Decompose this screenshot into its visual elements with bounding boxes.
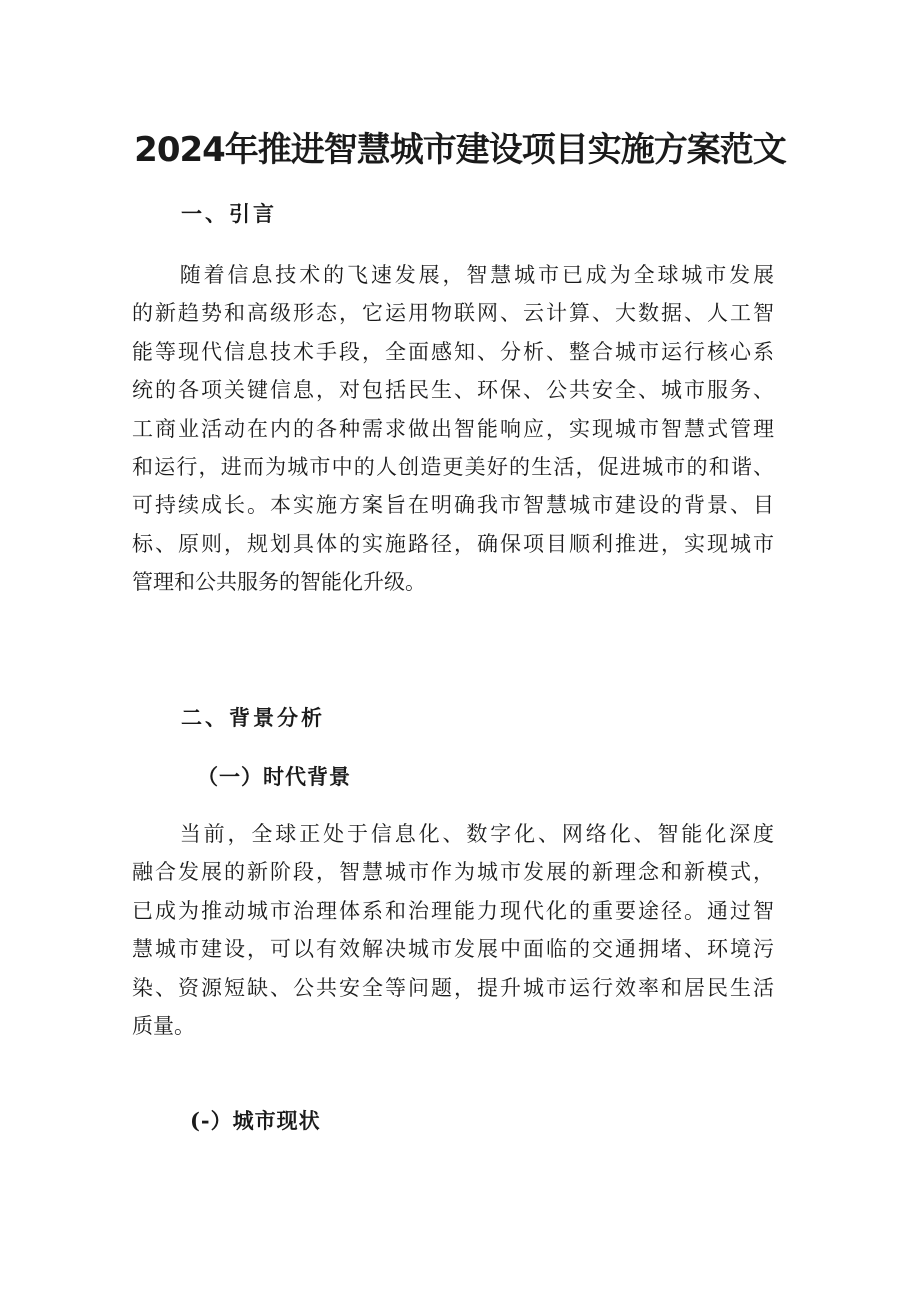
paragraph-line: 融合发展的新阶段，智慧城市作为城市发展的新理念和新模式， xyxy=(132,860,774,885)
paragraph-line: 染、资源短缺、公共安全等问题，提升城市运行效率和居民生活 xyxy=(132,975,774,1000)
subsection-heading-city-status: (-）城市现状 xyxy=(190,1108,321,1133)
paragraph-line: 统的各项关键信息，对包括民生、环保、公共安全、城市服务、 xyxy=(132,378,774,403)
paragraph-line: 随着信息技术的飞速发展，智慧城市已成为全球城市发展 xyxy=(132,263,774,287)
paragraph-line: 管理和公共服务的智能化升级。 xyxy=(132,570,426,595)
paragraph-line: 标、原则，规划具体的实施路径，确保项目顺利推进，实现城市 xyxy=(132,531,774,556)
paragraph-line: 质量。 xyxy=(132,1014,195,1039)
paragraph-line: 已成为推动城市治理体系和治理能力现代化的重要途径。通过智 xyxy=(132,898,774,923)
document-title: 2024年推进智慧城市建设项目实施方案范文 xyxy=(134,130,786,170)
introduction-paragraph xyxy=(132,256,774,602)
subsection-heading-era-background: （一）时代背景 xyxy=(197,764,351,789)
paragraph-line: 能等现代信息技术手段，全面感知、分析、整合城市运行核心系 xyxy=(132,339,774,364)
section-heading-introduction: 一、引言 xyxy=(181,201,277,226)
paragraph-line: 当前，全球正处于信息化、数字化、网络化、智能化深度 xyxy=(132,822,774,846)
paragraph-line: 可持续成长。本实施方案旨在明确我市智慧城市建设的背景、目 xyxy=(132,493,774,518)
paragraph-line: 工商业活动在内的各种需求做出智能响应，实现城市智慧式管理 xyxy=(132,416,774,441)
paragraph-line: 的新趋势和高级形态，它运用物联网、云计算、大数据、人工智 xyxy=(132,301,774,326)
paragraph-line: 慧城市建设，可以有效解决城市发展中面临的交通拥堵、环境污 xyxy=(132,937,774,962)
paragraph-line: 和运行，进而为城市中的人创造更美好的生活，促进城市的和谐、 xyxy=(132,455,774,480)
section-heading-background: 二、背景分析 xyxy=(181,705,325,730)
era-background-paragraph xyxy=(132,815,774,1045)
